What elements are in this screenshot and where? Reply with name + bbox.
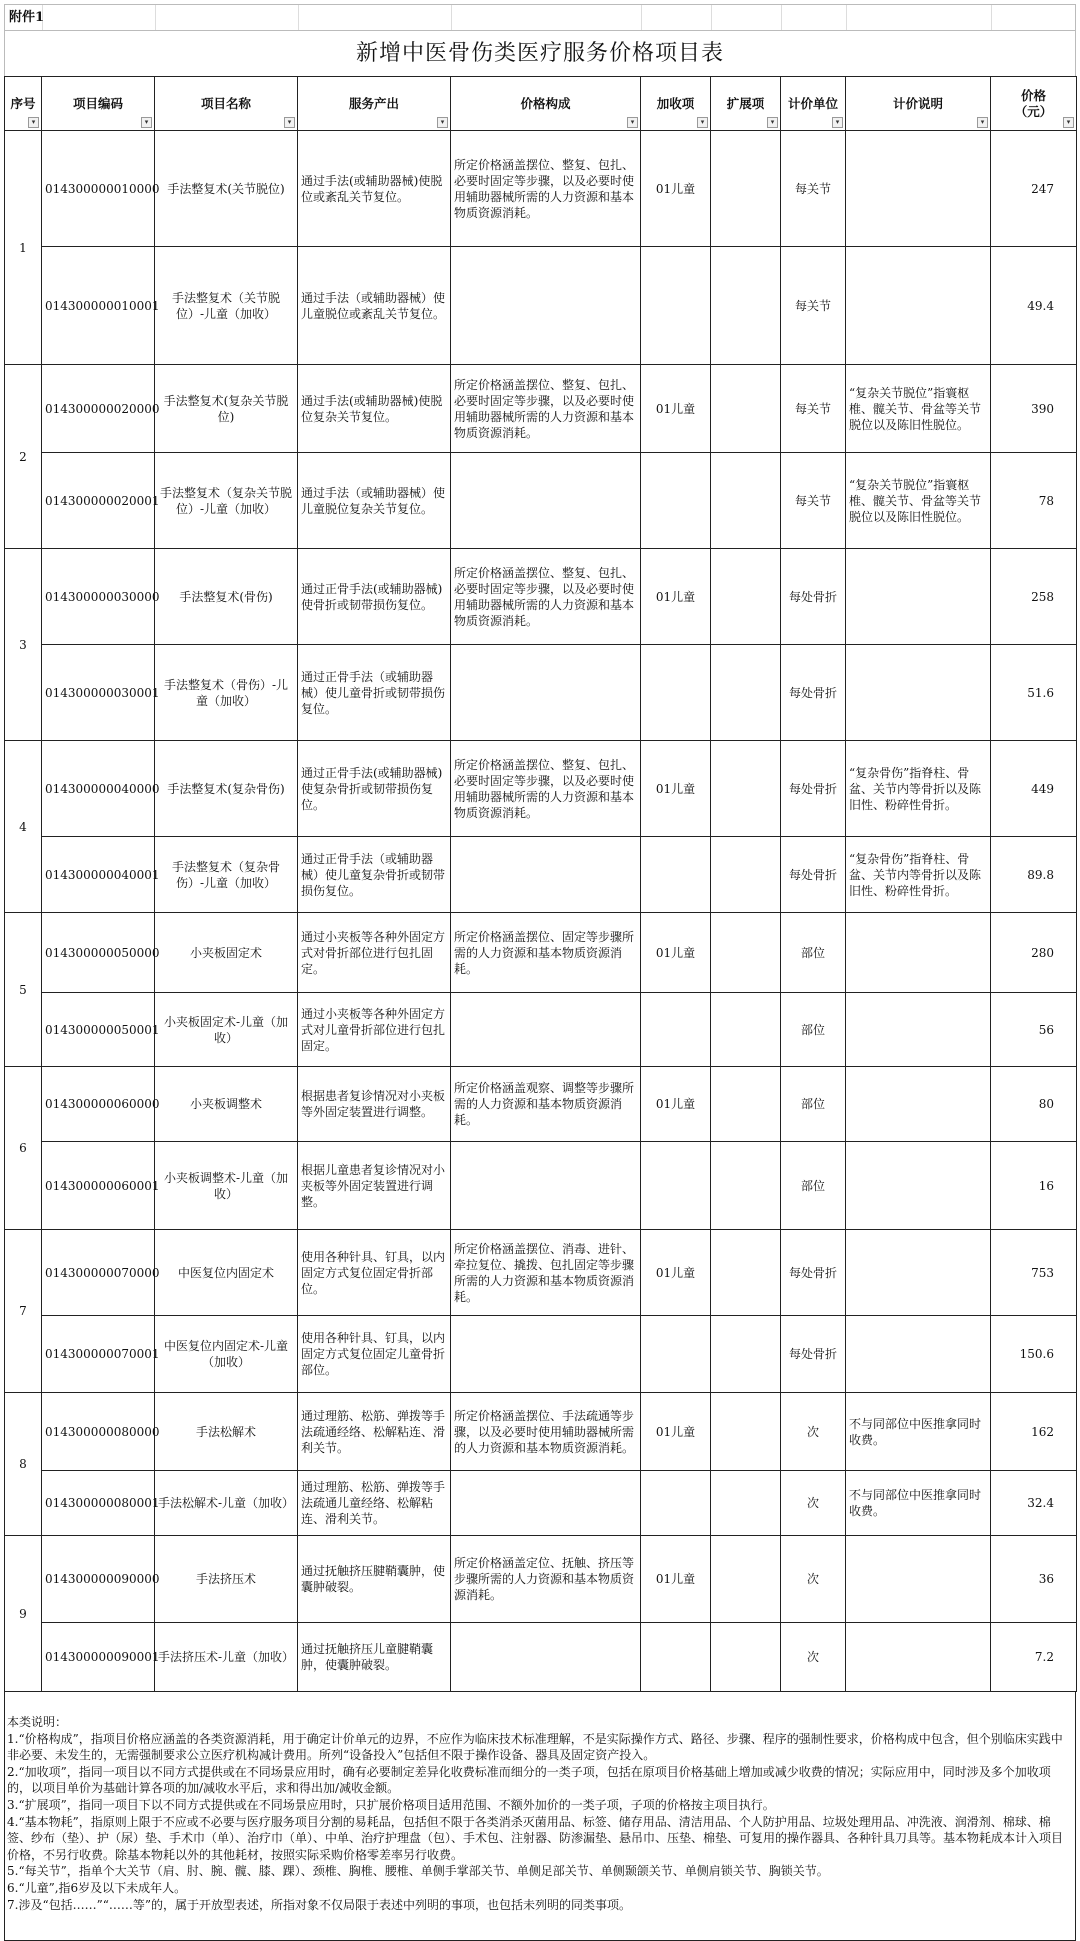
table-row (5, 837, 1077, 913)
table-header-row (5, 77, 1077, 131)
seq-cell[interactable]: 5 (5, 913, 42, 1067)
output-cell[interactable]: 使用各种针具、钉具，以内固定方式复位固定骨折部位。 (298, 1230, 451, 1316)
seq-cell[interactable]: 7 (5, 1230, 42, 1393)
name-cell[interactable]: 小夹板调整术 (155, 1067, 298, 1142)
composition-cell[interactable]: 所定价格涵盖摆位、手法疏通等步骤，以及必要时使用辅助器械所需的人力资源和基本物质资源消耗。 (451, 1393, 641, 1471)
code-cell[interactable]: 014300000060000 (42, 1067, 155, 1142)
unit-cell[interactable]: 每处骨折 (781, 837, 846, 913)
name-cell[interactable]: 手法整复术（复杂关节脱位）-儿童（加收） (155, 453, 298, 549)
output-cell[interactable]: 通过抚触挤压腱鞘囊肿，使囊肿破裂。 (298, 1536, 451, 1623)
composition-cell[interactable] (451, 837, 641, 913)
note-line: 5.“每关节”，指单个大关节（肩、肘、腕、髋、膝、踝）、颈椎、胸椎、腰椎、单侧手掌部关节、单侧足部关节、单侧颞颌关节、单侧肩锁关节、胸锁关节。 (7, 1864, 829, 1879)
price-cell[interactable]: 449 (991, 741, 1077, 837)
header-addon[interactable]: 加收项 ▾ (641, 77, 711, 131)
addon-cell[interactable] (641, 1471, 711, 1536)
output-cell[interactable]: 通过理筋、松筋、弹拨等手法疏通经络、松解粘连、滑利关节。 (298, 1393, 451, 1471)
name-cell[interactable]: 手法松解术-儿童（加收） (155, 1471, 298, 1536)
desc-cell[interactable]: “复杂骨伤”指脊柱、骨盆、关节内等骨折以及陈旧性、粉碎性骨折。 (846, 741, 991, 837)
name-cell[interactable]: 小夹板调整术-儿童（加收） (155, 1142, 298, 1230)
table-row (5, 131, 1077, 247)
addon-cell[interactable] (641, 453, 711, 549)
table-row (5, 453, 1077, 549)
filter-dropdown-icon[interactable]: ▾ (284, 117, 295, 128)
desc-cell[interactable] (846, 247, 991, 365)
output-cell[interactable]: 通过正骨手法(或辅助器械)使骨折或韧带损伤复位。 (298, 549, 451, 645)
composition-cell[interactable] (451, 1471, 641, 1536)
addon-cell[interactable]: 01儿童 (641, 365, 711, 453)
note-line: 2.“加收项”，指同一项目以不同方式提供或在不同场景应用时，确有必要制定差异化收费标准而细分的一类子项，包括在原项目价格基础上增加或减少收费的情况；实际应用中，同时涉及多个加收项的，以项目单价为基础计算各项的加/减收水平后，求和得出加/减收金额。 (7, 1764, 1051, 1796)
price-cell[interactable]: 36 (991, 1536, 1077, 1623)
output-cell[interactable]: 通过手法（或辅助器械）使儿童脱位复杂关节复位。 (298, 453, 451, 549)
addon-cell[interactable] (641, 1623, 711, 1692)
notes-section (4, 1692, 1076, 1941)
unit-cell[interactable]: 部位 (781, 993, 846, 1067)
output-cell[interactable]: 通过手法(或辅助器械)使脱位或紊乱关节复位。 (298, 131, 451, 247)
name-cell[interactable]: 手法整复术(关节脱位) (155, 131, 298, 247)
desc-cell[interactable] (846, 1142, 991, 1230)
code-cell[interactable]: 014300000080000 (42, 1393, 155, 1471)
output-cell[interactable]: 根据患者复诊情况对小夹板等外固定装置进行调整。 (298, 1067, 451, 1142)
code-cell[interactable]: 014300000050000 (42, 913, 155, 993)
table-row (5, 365, 1077, 453)
composition-cell[interactable] (451, 993, 641, 1067)
table-row (5, 741, 1077, 837)
note-line: 4.“基本物耗”，指原则上限于不应或不必要与医疗服务项目分割的易耗品，包括但不限于各类消杀灭菌用品、标签、储存用品、清洁用品、个人防护用品、垃圾处理用品、冲洗液、润滑剂、棉球、棉签、纱布（垫）、护（尿）垫、手术巾（单）、治疗巾（单）、中单、治疗护理盘（包）、手术包、注射器、防渗漏垫、悬吊巾、压垫、棉垫、可复用的操作器具、各种针具刀具等。基本物耗成本计入项目价格，不另行收费。除基本物耗以外的其他耗材，按照实际采购价格零差率另行收费。 (7, 1814, 1064, 1862)
code-cell[interactable]: 014300000050001 (42, 993, 155, 1067)
ext-cell[interactable] (711, 993, 781, 1067)
price-cell[interactable]: 32.4 (991, 1471, 1077, 1536)
addon-cell[interactable] (641, 247, 711, 365)
price-cell[interactable]: 78 (991, 453, 1077, 549)
unit-cell[interactable]: 每关节 (781, 131, 846, 247)
composition-cell[interactable] (451, 1316, 641, 1393)
seq-cell[interactable]: 1 (5, 131, 42, 365)
composition-cell[interactable]: 所定价格涵盖摆位、整复、包扎、必要时固定等步骤，以及必要时使用辅助器械所需的人力资源和基本物质资源消耗。 (451, 365, 641, 453)
ext-cell[interactable] (711, 1230, 781, 1316)
code-cell[interactable]: 014300000020001 (42, 453, 155, 549)
price-cell[interactable]: 49.4 (991, 247, 1077, 365)
composition-cell[interactable]: 所定价格涵盖定位、抚触、挤压等步骤所需的人力资源和基本物质资源消耗。 (451, 1536, 641, 1623)
addon-cell[interactable]: 01儿童 (641, 131, 711, 247)
filter-dropdown-icon[interactable]: ▾ (832, 117, 843, 128)
addon-cell[interactable] (641, 837, 711, 913)
filter-dropdown-icon[interactable]: ▾ (437, 117, 448, 128)
note-line: 7.涉及“包括……”“……等”的，属于开放型表述，所指对象不仅局限于表述中列明的事项，也包括未列明的同类事项。 (7, 1897, 631, 1912)
ext-cell[interactable] (711, 549, 781, 645)
price-cell[interactable]: 390 (991, 365, 1077, 453)
header-seq[interactable]: 序号 ▾ (5, 77, 42, 131)
seq-cell[interactable]: 6 (5, 1067, 42, 1230)
name-cell[interactable]: 手法整复术（复杂骨伤）-儿童（加收） (155, 837, 298, 913)
ext-cell[interactable] (711, 1067, 781, 1142)
desc-cell[interactable] (846, 1536, 991, 1623)
unit-cell[interactable]: 每关节 (781, 453, 846, 549)
table-row (5, 1316, 1077, 1393)
code-cell[interactable]: 014300000060001 (42, 1142, 155, 1230)
name-cell[interactable]: 手法挤压术 (155, 1536, 298, 1623)
code-cell[interactable]: 014300000090001 (42, 1623, 155, 1692)
addon-cell[interactable]: 01儿童 (641, 1230, 711, 1316)
note-line: 1.“价格构成”，指项目价格应涵盖的各类资源消耗，用于确定计价单元的边界，不应作为临床技术标准理解，不是实际操作方式、路径、步骤、程序的强制性要求，价格构成中包含，但个别临床实践中非必要、未发生的，无需强制要求公立医疗机构减计费用。所列“设备投入”包括但不限于操作设备、器具及固定资产投入。 (7, 1731, 1063, 1763)
addon-cell[interactable] (641, 993, 711, 1067)
table-row (5, 1067, 1077, 1142)
table-row (5, 549, 1077, 645)
output-cell[interactable]: 通过正骨手法（或辅助器械）使儿童复杂骨折或韧带损伤复位。 (298, 837, 451, 913)
filter-dropdown-icon[interactable]: ▾ (627, 117, 638, 128)
filter-dropdown-icon[interactable]: ▾ (697, 117, 708, 128)
addon-cell[interactable]: 01儿童 (641, 741, 711, 837)
output-cell[interactable]: 通过理筋、松筋、弹拨等手法疏通儿童经络、松解粘连、滑利关节。 (298, 1471, 451, 1536)
desc-cell[interactable] (846, 645, 991, 741)
composition-cell[interactable] (451, 1142, 641, 1230)
table-row (5, 913, 1077, 993)
composition-cell[interactable] (451, 453, 641, 549)
composition-cell[interactable] (451, 645, 641, 741)
addon-cell[interactable]: 01儿童 (641, 913, 711, 993)
header-price[interactable]: 价格 （元） ▾ (991, 77, 1077, 131)
price-cell[interactable]: 162 (991, 1393, 1077, 1471)
table-row (5, 1230, 1077, 1316)
desc-cell[interactable] (846, 131, 991, 247)
code-cell[interactable]: 014300000010000 (42, 131, 155, 247)
desc-cell[interactable] (846, 1623, 991, 1692)
seq-cell[interactable]: 8 (5, 1393, 42, 1536)
table-row (5, 993, 1077, 1067)
unit-cell[interactable]: 每处骨折 (781, 1316, 846, 1393)
ext-cell[interactable] (711, 1536, 781, 1623)
code-cell[interactable]: 014300000030001 (42, 645, 155, 741)
name-cell[interactable]: 手法整复术(复杂骨伤) (155, 741, 298, 837)
name-cell[interactable]: 手法挤压术-儿童（加收） (155, 1623, 298, 1692)
price-table (4, 76, 1077, 1692)
desc-cell[interactable] (846, 1067, 991, 1142)
header-desc[interactable]: 计价说明 ▾ (846, 77, 991, 131)
filter-dropdown-icon[interactable]: ▾ (767, 117, 778, 128)
addon-cell[interactable] (641, 1316, 711, 1393)
composition-cell[interactable]: 所定价格涵盖摆位、整复、包扎、必要时固定等步骤，以及必要时使用辅助器械所需的人力资源和基本物质资源消耗。 (451, 549, 641, 645)
header-output[interactable]: 服务产出 ▾ (298, 77, 451, 131)
desc-cell[interactable] (846, 549, 991, 645)
note-line: 6.“儿童”,指6岁及以下未成年人。 (7, 1880, 187, 1895)
header-unit[interactable]: 计价单位 ▾ (781, 77, 846, 131)
desc-cell[interactable]: “复杂骨伤”指脊柱、骨盆、关节内等骨折以及陈旧性、粉碎性骨折。 (846, 837, 991, 913)
code-cell[interactable]: 014300000010001 (42, 247, 155, 365)
desc-cell[interactable] (846, 913, 991, 993)
ext-cell[interactable] (711, 1623, 781, 1692)
price-cell[interactable]: 150.6 (991, 1316, 1077, 1393)
header-code[interactable]: 项目编码 ▾ (42, 77, 155, 131)
desc-cell[interactable]: 不与同部位中医推拿同时收费。 (846, 1471, 991, 1536)
desc-cell[interactable] (846, 993, 991, 1067)
composition-cell[interactable]: 所定价格涵盖摆位、整复、包扎、必要时固定等步骤，以及必要时使用辅助器械所需的人力资源和基本物质资源消耗。 (451, 741, 641, 837)
name-cell[interactable]: 中医复位内固定术-儿童（加收） (155, 1316, 298, 1393)
output-cell[interactable]: 使用各种针具、钉具，以内固定方式复位固定儿童骨折部位。 (298, 1316, 451, 1393)
note-line: 3.“扩展项”，指同一项目下以不同方式提供或在不同场景应用时，只扩展价格项目适用范围、不额外加价的一类子项，子项的价格按主项目执行。 (7, 1797, 775, 1812)
code-cell[interactable]: 014300000030000 (42, 549, 155, 645)
ext-cell[interactable] (711, 1316, 781, 1393)
ext-cell[interactable] (711, 247, 781, 365)
ext-cell[interactable] (711, 453, 781, 549)
composition-cell[interactable]: 所定价格涵盖摆位、整复、包扎、必要时固定等步骤，以及必要时使用辅助器械所需的人力资源和基本物质资源消耗。 (451, 131, 641, 247)
desc-cell[interactable]: “复杂关节脱位”指寰枢椎、髋关节、骨盆等关节脱位以及陈旧性脱位。 (846, 365, 991, 453)
composition-cell[interactable] (451, 1623, 641, 1692)
ext-cell[interactable] (711, 365, 781, 453)
header-composition[interactable]: 价格构成 ▾ (451, 77, 641, 131)
output-cell[interactable]: 通过小夹板等各种外固定方式对儿童骨折部位进行包扎固定。 (298, 993, 451, 1067)
unit-cell[interactable]: 每处骨折 (781, 741, 846, 837)
unit-cell[interactable]: 每处骨折 (781, 1230, 846, 1316)
seq-cell[interactable]: 2 (5, 365, 42, 549)
desc-cell[interactable]: “复杂关节脱位”指寰枢椎、髋关节、骨盆等关节脱位以及陈旧性脱位。 (846, 453, 991, 549)
output-cell[interactable]: 通过小夹板等各种外固定方式对骨折部位进行包扎固定。 (298, 913, 451, 993)
code-cell[interactable]: 014300000040000 (42, 741, 155, 837)
output-cell[interactable]: 根据儿童患者复诊情况对小夹板等外固定装置进行调整。 (298, 1142, 451, 1230)
code-cell[interactable]: 014300000090000 (42, 1536, 155, 1623)
ext-cell[interactable] (711, 837, 781, 913)
attachment-label: 附件1 (4, 4, 1076, 30)
price-cell[interactable]: 7.2 (991, 1623, 1077, 1692)
table-row (5, 1623, 1077, 1692)
name-cell[interactable]: 手法松解术 (155, 1393, 298, 1471)
unit-cell[interactable]: 每关节 (781, 247, 846, 365)
unit-cell[interactable]: 每处骨折 (781, 645, 846, 741)
price-cell[interactable]: 753 (991, 1230, 1077, 1316)
price-cell[interactable]: 280 (991, 913, 1077, 993)
unit-cell[interactable]: 次 (781, 1623, 846, 1692)
ext-cell[interactable] (711, 1471, 781, 1536)
addon-cell[interactable]: 01儿童 (641, 549, 711, 645)
code-cell[interactable]: 014300000070000 (42, 1230, 155, 1316)
ext-cell[interactable] (711, 741, 781, 837)
price-cell[interactable]: 258 (991, 549, 1077, 645)
header-name[interactable]: 项目名称 ▾ (155, 77, 298, 131)
name-cell[interactable]: 手法整复术（关节脱位）-儿童（加收） (155, 247, 298, 365)
seq-cell[interactable]: 9 (5, 1536, 42, 1692)
table-row (5, 1142, 1077, 1230)
unit-cell[interactable]: 部位 (781, 913, 846, 993)
filter-dropdown-icon[interactable]: ▾ (141, 117, 152, 128)
composition-cell[interactable]: 所定价格涵盖观察、调整等步骤所需的人力资源和基本物质资源消耗。 (451, 1067, 641, 1142)
unit-cell[interactable]: 次 (781, 1536, 846, 1623)
ext-cell[interactable] (711, 1142, 781, 1230)
seq-cell[interactable]: 4 (5, 741, 42, 913)
table-row (5, 247, 1077, 365)
output-cell[interactable]: 通过正骨手法（或辅助器械）使儿童骨折或韧带损伤复位。 (298, 645, 451, 741)
output-cell[interactable]: 通过手法(或辅助器械)使脱位复杂关节复位。 (298, 365, 451, 453)
filter-dropdown-icon[interactable]: ▾ (1063, 117, 1074, 128)
code-cell[interactable]: 014300000070001 (42, 1316, 155, 1393)
table-row (5, 1536, 1077, 1623)
addon-cell[interactable] (641, 1142, 711, 1230)
addon-cell[interactable]: 01儿童 (641, 1067, 711, 1142)
output-cell[interactable]: 通过抚触挤压儿童腱鞘囊肿，使囊肿破裂。 (298, 1623, 451, 1692)
table-row (5, 1471, 1077, 1536)
ext-cell[interactable] (711, 913, 781, 993)
output-cell[interactable]: 通过手法（或辅助器械）使儿童脱位或紊乱关节复位。 (298, 247, 451, 365)
name-cell[interactable]: 手法整复术(复杂关节脱位) (155, 365, 298, 453)
name-cell[interactable]: 小夹板固定术 (155, 913, 298, 993)
composition-cell[interactable] (451, 247, 641, 365)
price-cell[interactable]: 80 (991, 1067, 1077, 1142)
addon-cell[interactable] (641, 645, 711, 741)
name-cell[interactable]: 手法整复术(骨伤) (155, 549, 298, 645)
code-cell[interactable]: 014300000040001 (42, 837, 155, 913)
unit-cell[interactable]: 每关节 (781, 365, 846, 453)
unit-cell[interactable]: 部位 (781, 1067, 846, 1142)
name-cell[interactable]: 小夹板固定术-儿童（加收） (155, 993, 298, 1067)
code-cell[interactable]: 014300000080001 (42, 1471, 155, 1536)
desc-cell[interactable] (846, 1316, 991, 1393)
ext-cell[interactable] (711, 1393, 781, 1471)
unit-cell[interactable]: 次 (781, 1393, 846, 1471)
price-cell[interactable]: 51.6 (991, 645, 1077, 741)
code-cell[interactable]: 014300000020000 (42, 365, 155, 453)
name-cell[interactable]: 手法整复术（骨伤）-儿童（加收） (155, 645, 298, 741)
seq-cell[interactable]: 3 (5, 549, 42, 741)
addon-cell[interactable]: 01儿童 (641, 1536, 711, 1623)
composition-cell[interactable]: 所定价格涵盖摆位、消毒、进针、牵拉复位、撬拨、包扎固定等步骤所需的人力资源和基本物质资源消耗。 (451, 1230, 641, 1316)
addon-cell[interactable]: 01儿童 (641, 1393, 711, 1471)
price-sheet (4, 4, 1076, 1941)
filter-dropdown-icon[interactable]: ▾ (977, 117, 988, 128)
price-cell[interactable]: 247 (991, 131, 1077, 247)
ext-cell[interactable] (711, 645, 781, 741)
unit-cell[interactable]: 次 (781, 1471, 846, 1536)
unit-cell[interactable]: 部位 (781, 1142, 846, 1230)
unit-cell[interactable]: 每处骨折 (781, 549, 846, 645)
page-title: 新增中医骨伤类医疗服务价格项目表 (4, 30, 1076, 76)
note-line: 本类说明： (7, 1715, 68, 1729)
table-row (5, 645, 1077, 741)
table-row (5, 1393, 1077, 1471)
output-cell[interactable]: 通过正骨手法(或辅助器械)使复杂骨折或韧带损伤复位。 (298, 741, 451, 837)
price-cell[interactable]: 16 (991, 1142, 1077, 1230)
price-cell[interactable]: 89.8 (991, 837, 1077, 913)
desc-cell[interactable] (846, 1230, 991, 1316)
filter-dropdown-icon[interactable]: ▾ (28, 117, 39, 128)
ext-cell[interactable] (711, 131, 781, 247)
price-cell[interactable]: 56 (991, 993, 1077, 1067)
composition-cell[interactable]: 所定价格涵盖摆位、固定等步骤所需的人力资源和基本物质资源消耗。 (451, 913, 641, 993)
header-ext[interactable]: 扩展项 ▾ (711, 77, 781, 131)
desc-cell[interactable]: 不与同部位中医推拿同时收费。 (846, 1393, 991, 1471)
name-cell[interactable]: 中医复位内固定术 (155, 1230, 298, 1316)
